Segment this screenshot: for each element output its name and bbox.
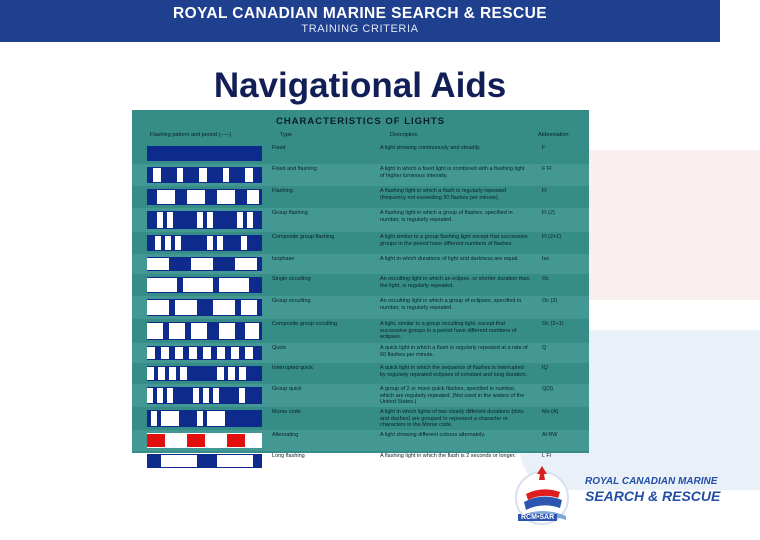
light-description: A quick light in which a flash is regularly repeated at a rate of 60 flashes per minute. [380, 345, 528, 358]
table-row [132, 407, 589, 430]
light-abbreviation: Oc (2) [542, 298, 558, 304]
light-type: Group occulting [272, 298, 311, 304]
light-description: A flashing light in which a flash is regularly repeated (frequency not exceeding 30 flashes per minute). [380, 188, 506, 201]
table-row [132, 143, 589, 164]
light-description: A light similar to a group flashing light except that successive groups in the period have different numbers of flashes. [380, 234, 528, 247]
logo-line2: SEARCH & RESCUE [585, 488, 721, 504]
light-type: Flashing [272, 188, 293, 194]
table-row [132, 274, 589, 296]
light-type: Single occulting [272, 276, 311, 282]
light-type: Alternating [272, 432, 299, 438]
table-row [132, 430, 589, 451]
light-type: Composite group occulting [272, 321, 338, 327]
light-abbreviation: Fl (2) [542, 210, 555, 216]
light-type: Interrupted quick [272, 365, 313, 371]
light-description: An occulting light in which an eclipse, or shorter duration than the light, is regularly repeated. [380, 276, 530, 289]
light-description: A group of 2 or more quick flashes, specified in number, which are regularly repeated. (Not used in the waters of the United States.) [380, 386, 525, 406]
light-type: Long flashing [272, 453, 305, 459]
light-abbreviation: F [542, 145, 546, 151]
light-type: Isophase [272, 256, 295, 262]
light-type: Quick [272, 345, 287, 351]
light-pattern-graphic [147, 235, 262, 251]
logo-badge: RCM•SAR [518, 514, 557, 521]
banner-title: ROYAL CANADIAN MARINE SEARCH & RESCUE [173, 5, 547, 22]
light-abbreviation: Oc [542, 276, 550, 282]
lights-characteristics-table [132, 110, 589, 459]
light-pattern-graphic [147, 346, 262, 360]
table-row [132, 186, 589, 208]
table-row [132, 208, 589, 232]
light-description: A light in which lights of two clearly different durations (dots and dashes) are grouped to represent a character or characters in the Morse code. [380, 409, 524, 429]
light-abbreviation: Fl (2+1) [542, 234, 562, 240]
light-description: A flashing light in which the flash is 2 seconds or longer. [380, 453, 516, 459]
header-description: Description [390, 132, 418, 138]
light-pattern-graphic [147, 257, 262, 271]
light-abbreviation: L Fl [542, 453, 551, 459]
light-pattern-graphic [147, 387, 262, 404]
light-description: A light, similar to a group occulting light, except that successive groups in a period have different numbers of eclipses. [380, 321, 517, 341]
light-pattern-graphic [147, 189, 262, 205]
light-type: Fixed and flashing [272, 166, 317, 172]
banner-subtitle: TRAINING CRITERIA [301, 23, 419, 35]
light-pattern-graphic [147, 433, 262, 448]
light-pattern-graphic [147, 167, 262, 183]
light-type: Composite group flashing [272, 234, 335, 240]
table-row [132, 363, 589, 384]
light-type: Group flashing [272, 210, 308, 216]
light-description: A light in which a fixed light is combined with a flashing light of higher luminous intensity. [380, 166, 525, 179]
light-type: Group quick [272, 386, 302, 392]
light-description: An occulting light in which a group of eclipses, specified in number, is regularly repeated. [380, 298, 522, 311]
table-row [132, 319, 589, 343]
table-row [132, 164, 589, 186]
light-description: A quick light in which the sequence of flashes is interrupted by regularly repeated eclipses of constant and long duration. [380, 365, 528, 378]
header-pattern: Flashing pattern and period (-----) [150, 132, 232, 138]
table-row [132, 343, 589, 363]
light-pattern-graphic [147, 322, 262, 340]
table-row [132, 232, 589, 254]
light-pattern-graphic [147, 454, 262, 468]
light-description: A light showing different colours alternately. [380, 432, 486, 438]
logo-line1: ROYAL CANADIAN MARINE [585, 476, 718, 487]
light-type: Morse code [272, 409, 301, 415]
light-abbreviation: Al RW [542, 432, 558, 438]
rcmsar-logo [510, 462, 721, 528]
light-description: A flashing light in which a group of flashes, specified in number, is regularly repeated. [380, 210, 513, 223]
table-row [132, 254, 589, 274]
table-row [132, 296, 589, 319]
table-row [132, 384, 589, 407]
slide-title: Navigational Aids [213, 66, 507, 105]
light-abbreviation: F Fl [542, 166, 552, 172]
header-abbreviation: Abbreviation [538, 132, 569, 138]
light-abbreviation: Mo (A) [542, 409, 559, 415]
light-description: A light in which durations of light and darkness are equal. [380, 256, 519, 262]
light-abbreviation: Iso [542, 256, 550, 262]
light-abbreviation: IQ [542, 365, 548, 371]
table-title: CHARACTERISTICS OF LIGHTS [275, 116, 446, 127]
light-description: A light showing continuously and steadily. [380, 145, 481, 151]
light-pattern-graphic [147, 299, 262, 316]
light-type: Fixed [272, 145, 286, 151]
light-abbreviation: Q [542, 345, 547, 351]
light-abbreviation: Oc (2+1) [542, 321, 564, 327]
light-pattern-graphic [147, 146, 262, 161]
light-abbreviation: Q(3) [542, 386, 553, 392]
light-pattern-graphic [147, 211, 262, 229]
header-banner [0, 0, 720, 42]
light-pattern-graphic [147, 410, 262, 427]
light-pattern-graphic [147, 366, 262, 381]
light-abbreviation: Fl [542, 188, 547, 194]
light-pattern-graphic [147, 277, 262, 293]
header-type: Type [280, 132, 292, 138]
